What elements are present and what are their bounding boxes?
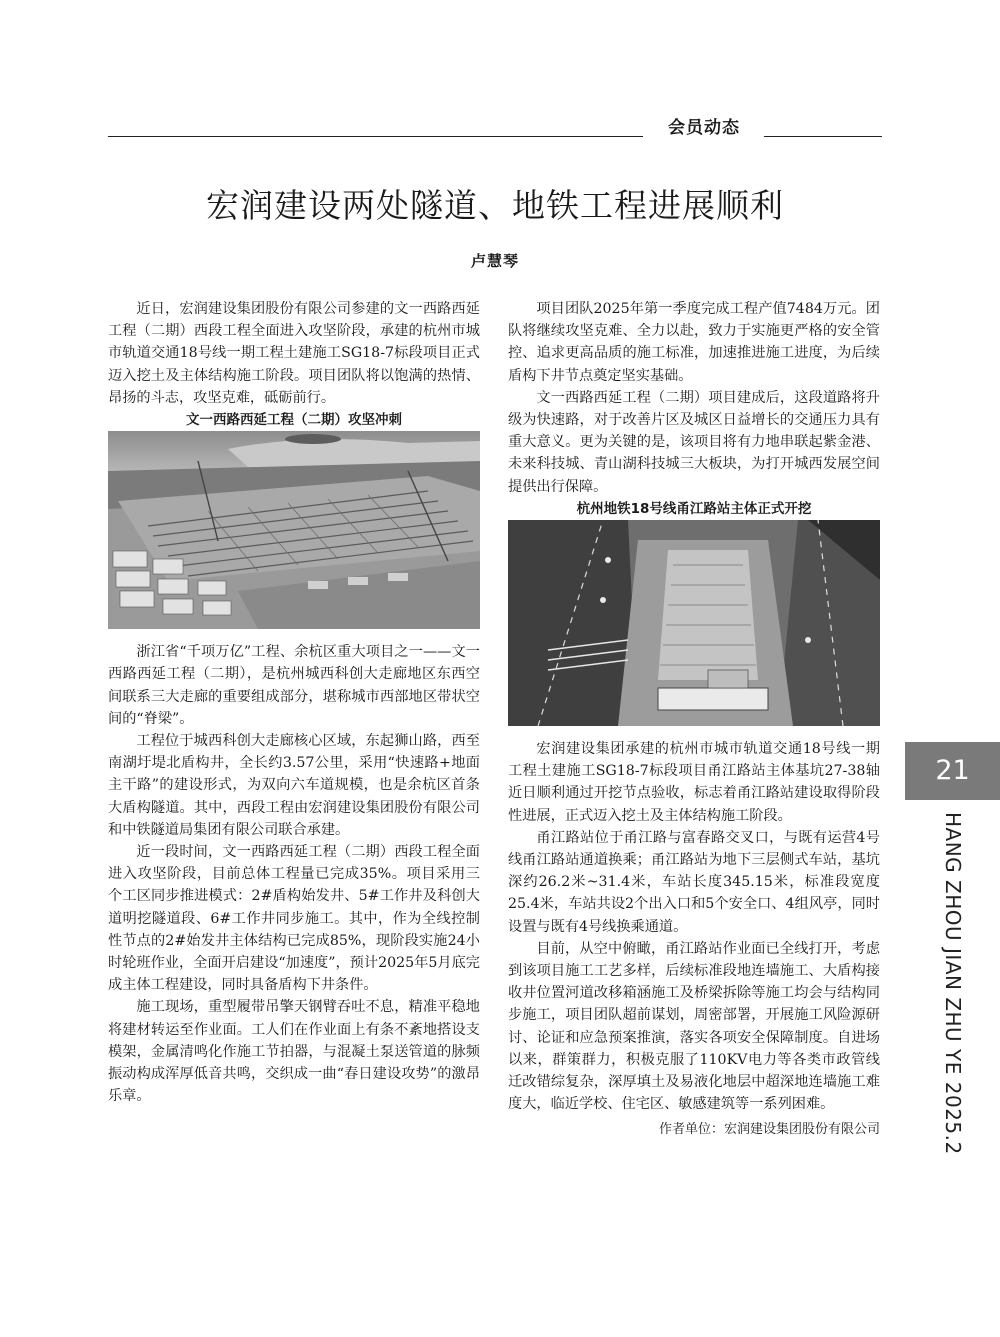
header-rule-right [764,136,882,137]
left-paragraph-1: 近日，宏润建设集团股份有限公司参建的文一西路西延工程（二期）西段工程全面进入攻坚阶段，承建的杭州市城市轨道交通18号线一期工程土建施工SG18-7标段项目正式迈入挖土及主体结构施工阶段。项目团队将以饱满的热情、昂扬的斗志，攻坚克难，砥砺前行。 [108,301,480,406]
construction-site-photo [108,431,480,629]
article-title: 宏润建设两处隧道、地铁工程进展顺利 [206,186,784,225]
header-rule-left [108,136,643,137]
metro-station-photo [508,520,880,726]
author-affiliation: 作者单位：宏润建设集团股份有限公司 [658,1122,880,1138]
magazine-name-text: HANG ZHOU JIAN ZHU YE 2025.2 [941,812,965,1155]
left-paragraph-4: 近一段时间，文一西路西延工程（二期）西段工程全面进入攻坚阶段，目前总体工程量已完成35%。项目采用三个工区同步推进模式：2#盾构始发井、5#工作井及科创大道明挖隧道段、6#工作井同步施工。其中，作为全线控制性节点的2#始发井主体结构已完成85%，现阶段实施24小时轮班作业，全面开启建设“加速度”，预计2025年5月底完成主体工程建设，同时具备盾构下井条件。 [108,844,480,994]
right-paragraph-3: 宏润建设集团承建的杭州市城市轨道交通18号线一期工程土建施工SG18-7标段项目甬江路站主体基坑27-38轴近日顺利通过开挖节点验收，标志着甬江路站建设取得阶段性进展，正式迈入挖土及主体结构施工阶段。 [508,741,880,824]
right-paragraph-4: 甬江路站位于甬江路与富春路交叉口，与既有运营4号线甬江路站通道换乘；甬江路站为地下三层侧式车站，基坑深约26.2米~31.4米，车站长度345.15米，标准段宽度25.4米，车站共设2个出入口和5个安全口、4组风亭，同时设置与既有4号线换乘通道。 [508,829,880,935]
left-paragraph-3: 工程位于城西科创大走廊核心区域，东起狮山路，西至南湖圩堤北盾构井，全长约3.57公里，采用“快速路+地面主干路”的建设形式，为双向六车道规模，也是余杭区首条大盾构隧道。其中，西段工程由宏润建设集团股份有限公司和中铁隧道局集团有限公司联合承建。 [108,733,480,838]
left-paragraph-2: 浙江省“千项万亿”工程、余杭区重大项目之一——文一西路西延工程（二期），是杭州城西科创大走廊地区东西空间联系三大走廊的重要组成部分，堪称城市西部地区带状空间的“脊梁”。 [108,644,480,727]
right-paragraph-5: 目前，从空中俯瞰，甬江路站作业面已全线打开，考虑到该项目施工工艺多样，后续标准段地连墙施工、大盾构接收井位置河道改移箱涵施工及桥梁拆除等施工均会与结构同步施工，项目团队超前谋划，周密部署，开展施工风险源研讨、论证和应急预案推演，落实各项安全保障制度。自进场以来，群策群力，积极克服了110KV电力等各类市政管线迁改错综复杂，深厚填土及易液化地层中超深地连墙施工难度大，临近学校、住宅区、敏感建筑等一系列困难。 [508,940,880,1113]
left-paragraph-5: 施工现场，重型履带吊擎天钢臂吞吐不息，精准平稳地将建材转运至作业面。工人们在作业面上有条不紊地搭设支模架，金属清鸣化作施工节拍器，与混凝土泵送管道的脉频振动构成浑厚低音共鸣，交织成一曲“春日建设攻势”的激昂乐章。 [108,999,480,1105]
section-label: 会员动态 [668,118,740,138]
left-column [108,298,480,1107]
right-column [508,298,880,1142]
right-paragraph-1: 项目团队2025年第一季度完成工程产值7484万元。团队将继续攻坚克难、全力以赴，致力于实施更严格的安全管控、追求更高品质的施工标准，加速推进施工进度，为后续盾构下井节点奠定坚实基础。 [508,301,880,384]
photo-caption-2: 杭州地铁18号线甬江路站主体正式开挖 [576,500,812,517]
right-paragraph-2: 文一西路西延工程（二期）项目建成后，这段道路将升级为快速路，对于改善片区及城区日益增长的交通压力具有重大意义。更为关键的是，该项目将有力地串联起紫金港、未来科技城、青山湖科技城三大板块，为打开城西发展空间提供出行保障。 [508,389,880,495]
article-author: 卢慧琴 [470,252,519,270]
magazine-name-vertical [907,812,997,1212]
page-number-tab: 21 [905,742,1000,800]
photo-caption-1: 文一西路西延工程（二期）攻坚冲刺 [186,412,402,429]
